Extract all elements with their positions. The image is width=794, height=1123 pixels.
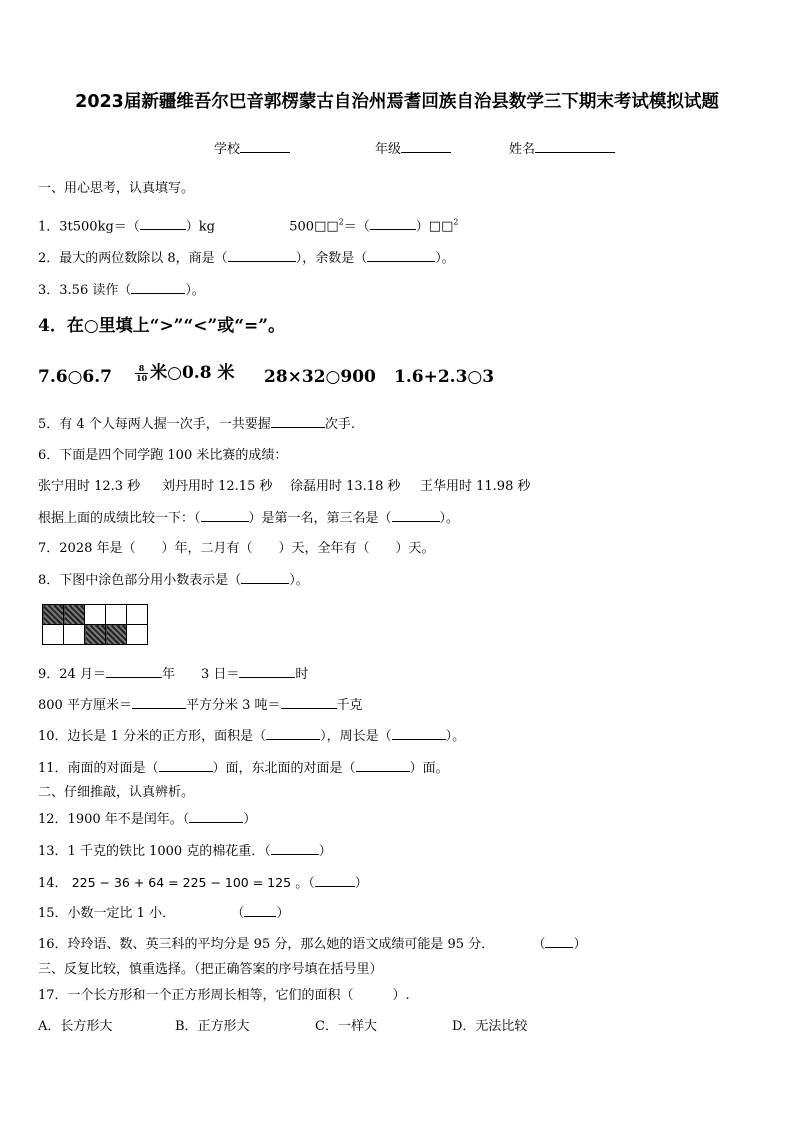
q14-part-b: 。（ [295,876,315,891]
q9-blank-1[interactable] [106,665,162,678]
q6-question [38,509,459,528]
question-8 [38,571,309,590]
q2-blank-1[interactable] [228,249,296,262]
q10-blank-1[interactable] [266,727,320,740]
q4-fraction [135,364,148,383]
q9-part-e: 平方分米 3 吨＝ [185,698,281,713]
q2-part-c: ）。 [435,251,455,266]
q2-part-b: ），余数是（ [295,251,368,266]
q1-part-c: 500 [289,219,315,235]
school-label: 学校 [214,142,241,157]
grid-cell-shaded [43,605,64,625]
q5-blank[interactable] [271,415,325,428]
q11-blank-2[interactable] [356,759,410,772]
grid-cell-shaded [106,625,127,645]
q15-part-a: 15．小数一定比 1 小． [38,906,176,921]
q1-unit-missing-glyph-2: □□$^2$ [428,218,459,235]
q9-blank-3[interactable] [132,696,186,709]
q13-part-a: 13．1 千克的铁比 1000 克的棉花重．（ [38,844,271,859]
question-7: 7．2028 年是（ ）年，二月有（ ）天，全年有（ ）天。 [38,541,435,556]
q4-compare-4: 1.6+2.3○3 [394,367,495,387]
q17-option-c[interactable]: C．一样大 [315,1019,377,1034]
school-field [214,140,290,159]
grade-label: 年级 [375,142,402,157]
question-10 [38,727,465,746]
name-label: 姓名 [509,142,536,157]
q6-result-4: 王华用时 11.98 秒 [420,479,531,494]
q4-fraction-numerator: 8 [135,364,148,374]
section-3-heading: 三、反复比较，慎重选择。（把正确答案的序号填在括号里） [38,962,383,977]
q9-blank-4[interactable] [281,696,337,709]
question-13 [38,842,332,861]
grid-cell [43,625,64,645]
question-2 [38,249,455,268]
question-5 [38,415,355,434]
q14-part-c: ） [354,876,368,891]
q10-part-b: ），周长是（ [320,729,392,744]
q2-blank-2[interactable] [367,249,435,262]
q6-blank-1[interactable] [201,509,249,522]
question-1 [38,214,458,236]
q11-blank-1[interactable] [159,759,213,772]
grid-cell [106,605,127,625]
q12-part-a: 12．1900 年不是闰年。（ [38,812,190,827]
question-16 [38,935,586,954]
grid-cell [127,605,148,625]
q14-expression: 225 − 36 + 64 = 225 − 100 = 125 [71,875,292,890]
grid-cell-shaded [85,625,106,645]
q9-part-f: 千克 [336,698,363,713]
q6-result-3: 徐磊用时 13.18 秒 [290,479,401,494]
question-9 [38,665,308,684]
q3-part-b: ）。 [185,283,205,298]
grid-row [43,625,148,645]
grid-cell [85,605,106,625]
q16-blank[interactable] [545,935,573,948]
q16-part-b: （ [532,937,546,952]
q9-part-a: 9．24 月＝ [38,667,106,682]
section-2-heading: 二、仔细推敲，认真辨析。 [38,785,195,800]
grid-cell-shaded [64,605,85,625]
question-4: 4．在○里填上“>”“<”或“=”。 [38,316,286,336]
q3-blank[interactable] [131,281,185,294]
q9-blank-2[interactable] [239,665,295,678]
q16-part-c: ） [573,937,587,952]
q14-blank[interactable] [315,874,355,887]
q15-blank[interactable] [244,904,276,917]
q9-part-d: 800 平方厘米＝ [38,698,132,713]
question-12 [38,810,256,829]
grade-field [375,140,451,159]
q1-blank-1[interactable] [140,217,186,230]
school-blank[interactable] [240,140,290,153]
q3-part-a: 3．3.56 读作（ [38,283,132,298]
q10-blank-2[interactable] [392,727,446,740]
q11-part-b: ）面，东北面的对面是（ [212,761,356,776]
q17-option-a[interactable]: A．长方形大 [38,1019,113,1034]
q1-blank-2[interactable] [370,217,416,230]
q15-part-b: （ [231,906,245,921]
grid-cell [127,625,148,645]
q12-part-b: ） [243,812,257,827]
q2-part-a: 2．最大的两位数除以 8，商是（ [38,251,228,266]
q11-part-a: 11．南面的对面是（ [38,761,159,776]
q6-result-1: 张宁用时 12.3 秒 [38,479,141,494]
q1-part-a: 1．3t500kg＝（ [38,219,140,235]
q5-part-b: 次手. [324,417,355,432]
page-title: 2023届新疆维吾尔巴音郭楞蒙古自治州焉耆回族自治县数学三下期末考试模拟试题 [75,92,719,112]
q10-part-a: 10．边长是 1 分米的正方形，面积是（ [38,729,267,744]
section-1-heading: 一、用心思考，认真填写。 [38,181,195,196]
q10-part-c: ）。 [445,729,466,744]
q8-blank[interactable] [241,571,289,584]
question-6: 6．下面是四个同学跑 100 米比赛的成绩： [38,448,288,463]
q14-part-a: 14． [38,876,68,891]
grid-cell [64,625,85,645]
question-11 [38,759,449,778]
q8-part-b: ）。 [289,573,309,588]
decimal-grid-figure [42,604,148,645]
q15-part-c: ） [276,906,290,921]
q6-result-2: 刘丹用时 12.15 秒 [162,479,273,494]
q6-part-a: 根据上面的成绩比较一下：（ [38,511,201,526]
q6-part-b: ）是第一名，第三名是（ [248,511,392,526]
q6-part-c: ）。 [439,511,460,526]
question-14 [38,874,368,893]
q17-option-b[interactable]: B．正方形大 [175,1019,250,1034]
name-field [509,140,615,159]
grade-blank[interactable] [401,140,451,153]
question-17: 17．一个长方形和一个正方形周长相等，它们的面积（ ）. [38,988,410,1003]
name-blank[interactable] [535,140,615,153]
q5-part-a: 5．有 4 个人每两人握一次手，一共要握 [38,417,271,432]
q4-compare-1: 7.6○6.7 [38,367,112,387]
q4-compare-3: 28×32○900 [264,367,376,387]
q1-part-b: ）kg [185,219,215,235]
q12-blank[interactable] [189,810,243,823]
q4-fraction-denominator: 10 [136,373,148,383]
q13-blank[interactable] [271,842,319,855]
question-15 [38,904,289,923]
q4-compare-2 [135,362,234,384]
q8-part-a: 8．下图中涂色部分用小数表示是（ [38,573,242,588]
q9-part-b: 年 3 日＝ [161,667,240,682]
q16-part-a: 16．玲玲语、数、英三科的平均分是 95 分，那么她的语文成绩可能是 95 分． [38,937,495,952]
q1-unit-missing-glyph-1: □□$^2$ [314,218,344,235]
q9-part-c: 时 [295,667,309,682]
question-9-line-2 [38,696,363,715]
q1-part-e: ） [415,219,429,235]
q4-compare-2-text: 米○0.8 米 [150,363,235,383]
question-3 [38,281,205,300]
q17-option-d[interactable]: D．无法比较 [452,1019,528,1034]
q6-blank-2[interactable] [392,509,440,522]
grid-row [43,605,148,625]
q13-part-b: ） [318,844,332,859]
q11-part-c: ）面。 [409,761,449,776]
q1-part-d: ＝（ [343,219,370,235]
